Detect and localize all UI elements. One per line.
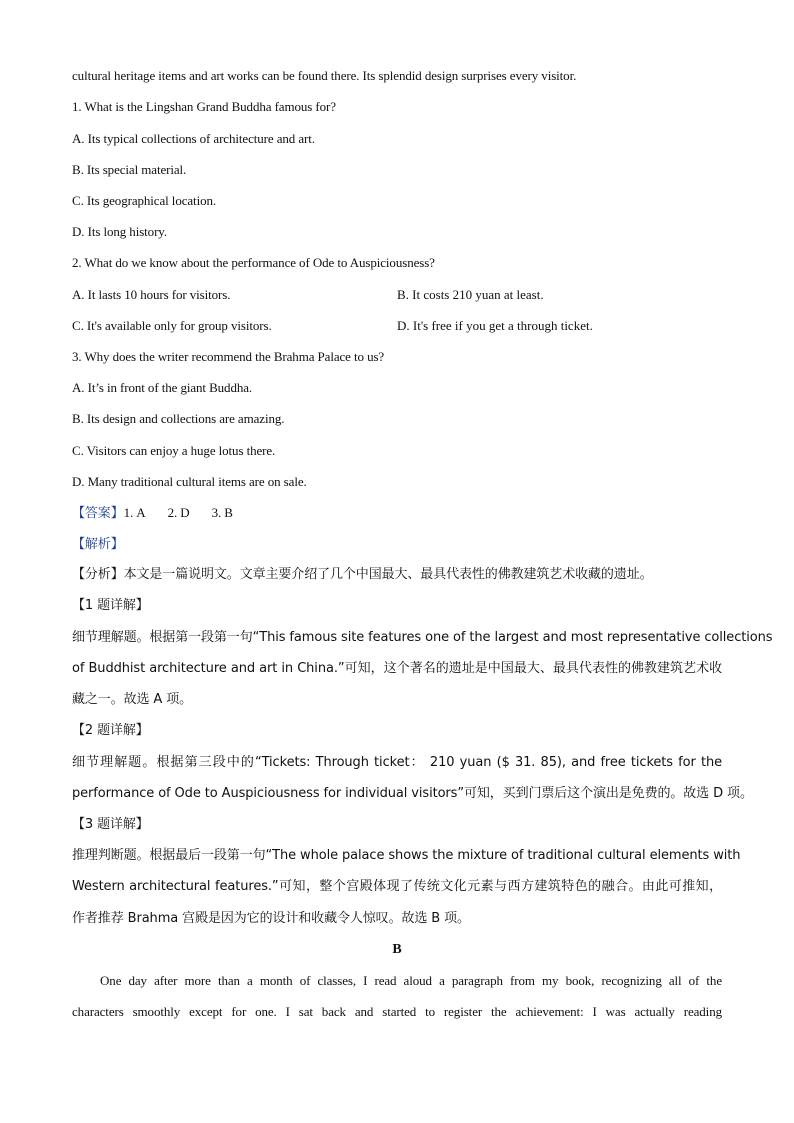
section-b-heading: B <box>392 942 402 957</box>
question-3-option-a: A. It’s in front of the giant Buddha. <box>72 380 253 395</box>
q1-detail-line-3: 藏之一。故选 A 项。 <box>72 692 193 707</box>
summary-label: 【分析】 <box>72 567 124 582</box>
summary-line <box>72 567 653 583</box>
analysis-label: 【解析】 <box>72 537 124 552</box>
answer-label: 【答案】 <box>72 506 124 521</box>
q2-detail-line-2: performance of Ode to Auspiciousness for individual visitors”可知，买到门票后这个演出是免费的。故选 D 项。 <box>72 786 753 801</box>
q3-detail-line-1: 推理判断题。根据最后一段第一句“The whole palace shows the mixture of traditional cultural elements with <box>72 848 741 863</box>
question-1-option-a: A. Its typical collections of architecture and art. <box>72 131 315 146</box>
section-b-line-2: characters smoothly except for one. I sat back and started to register the achievement: I was actually reading <box>72 1004 722 1019</box>
q1-detail-line-2: of Buddhist architecture and art in China.”可知，这个著名的遗址是中国最大、最具代表性的佛教建筑艺术收 <box>72 661 722 676</box>
q2-detail-label: 【2 题详解】 <box>72 723 149 738</box>
question-1-stem: 1. What is the Lingshan Grand Buddha famous for? <box>72 99 336 114</box>
question-1-option-c: C. Its geographical location. <box>72 193 217 208</box>
summary-text: 本文是一篇说明文。文章主要介绍了几个中国最大、最具代表性的佛教建筑艺术收藏的遗址。 <box>123 567 653 582</box>
question-1-option-b: B. Its special material. <box>72 162 187 177</box>
question-2-option-c: C. It's available only for group visitors. <box>72 318 272 333</box>
q1-detail-line-1: 细节理解题。根据第一段第一句“This famous site features one of the largest and most representative collections <box>72 630 773 645</box>
answer-line <box>72 505 233 522</box>
question-3-option-d: D. Many traditional cultural items are on sale. <box>72 474 307 489</box>
answer-item-3: 3. B <box>211 505 233 520</box>
question-3-option-b: B. Its design and collections are amazing. <box>72 411 285 426</box>
q3-detail-line-3: 作者推荐 Brahma 宫殿是因为它的设计和收藏令人惊叹。故选 B 项。 <box>72 911 470 926</box>
question-2-option-b: B. It costs 210 yuan at least. <box>397 287 544 302</box>
question-3-stem: 3. Why does the writer recommend the Brahma Palace to us? <box>72 349 385 364</box>
q3-detail-line-2: Western architectural features.”可知，整个宫殿体现了传统文化元素与西方建筑特色的融合。由此可推知， <box>72 879 722 894</box>
q2-detail-line-1: 细节理解题。根据第三段中的“Tickets: Through ticket： 210 yuan ($ 31. 85), and free tickets for the <box>72 755 722 770</box>
q3-detail-label: 【3 题详解】 <box>72 817 149 832</box>
question-2-stem: 2. What do we know about the performance of Ode to Auspiciousness? <box>72 255 435 270</box>
section-b-line-1: One day after more than a month of classes, I read aloud a paragraph from my book, recognizing all of the <box>100 973 722 988</box>
question-2-option-d: D. It's free if you get a through ticket. <box>397 318 593 333</box>
q1-detail-label: 【1 题详解】 <box>72 598 149 613</box>
question-2-option-a: A. It lasts 10 hours for visitors. <box>72 287 231 302</box>
analysis-heading <box>72 536 124 553</box>
passage-end-text: cultural heritage items and art works can be found there. Its splendid design surprises every visitor. <box>72 68 577 83</box>
answer-item-1: 1. A <box>123 505 146 520</box>
answer-item-2: 2. D <box>167 505 190 520</box>
question-1-option-d: D. Its long history. <box>72 224 168 239</box>
question-3-option-c: C. Visitors can enjoy a huge lotus there. <box>72 443 276 458</box>
